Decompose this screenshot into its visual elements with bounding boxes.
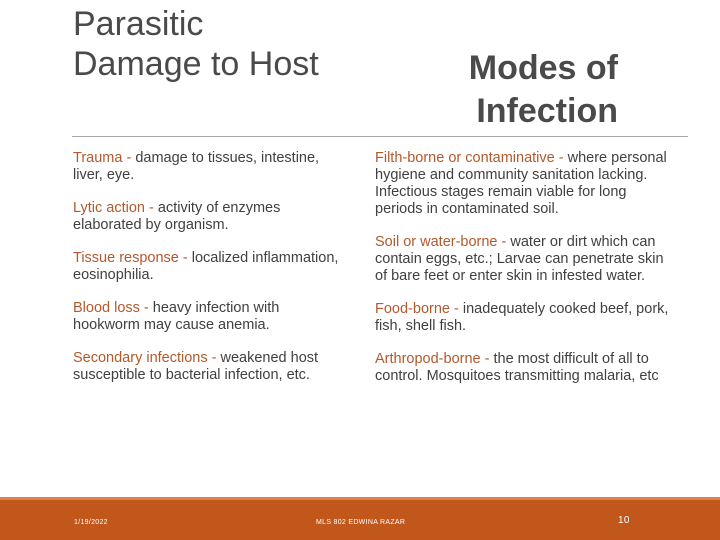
damage-item-tissue-response (73, 250, 343, 284)
mode-term: Arthropod-borne - (375, 351, 494, 367)
mode-term: Filth-borne or contaminative - (375, 150, 568, 166)
left-title (73, 4, 319, 84)
damage-description: activity of enzymes elaborated by organism. (73, 200, 281, 233)
footer-course-author: MLS 802 EDWINA RAZAR (316, 519, 406, 526)
mode-description: the most difficult of all to control. Mosquitoes transmitting malaria, etc (375, 351, 659, 384)
mode-description: inadequately cooked beef, pork, fish, shell fish. (375, 301, 669, 334)
damage-item-secondary-infections (73, 350, 343, 384)
right-title (440, 47, 618, 133)
mode-item-soil-water-borne (375, 234, 675, 285)
damage-term: Secondary infections - (73, 350, 221, 366)
right-title-line-2: Infection (476, 92, 618, 130)
mode-item-filth-borne (375, 150, 675, 218)
footer-date: 1/19/2022 (74, 519, 108, 526)
left-title-line-1: Parasitic (73, 5, 204, 43)
damage-item-blood-loss (73, 300, 343, 334)
damage-term: Blood loss - (73, 300, 153, 316)
damage-item-trauma (73, 150, 343, 184)
right-title-line-1: Modes of (468, 49, 618, 87)
mode-item-arthropod-borne (375, 351, 675, 385)
infection-modes-list (375, 150, 675, 401)
damage-description: weakened host susceptible to bacterial infection, etc. (73, 350, 319, 383)
mode-item-food-borne (375, 301, 675, 335)
damage-description: heavy infection with hookworm may cause anemia. (73, 300, 280, 333)
footer-accent-line (0, 497, 720, 500)
damage-term: Tissue response - (73, 250, 192, 266)
mode-description: water or dirt which can contain eggs, etc.; Larvae can penetrate skin of bare feet or enter skin in infested water. (375, 234, 664, 284)
damage-list (73, 150, 343, 400)
mode-term: Food-borne - (375, 301, 463, 317)
damage-description: damage to tissues, intestine, liver, eye. (73, 150, 320, 183)
damage-term: Lytic action - (73, 200, 158, 216)
slide-number: 10 (618, 515, 630, 526)
mode-term: Soil or water-borne - (375, 234, 511, 250)
mode-description: where personal hygiene and community sanitation lacking. Infectious stages remain viable for long periods in contaminated soil. (375, 150, 667, 217)
left-title-line-2: Damage to Host (73, 45, 319, 83)
damage-term: Trauma - (73, 150, 136, 166)
damage-item-lytic-action (73, 200, 343, 234)
damage-description: localized inflammation, eosinophilia. (73, 250, 339, 283)
title-divider (72, 136, 688, 137)
